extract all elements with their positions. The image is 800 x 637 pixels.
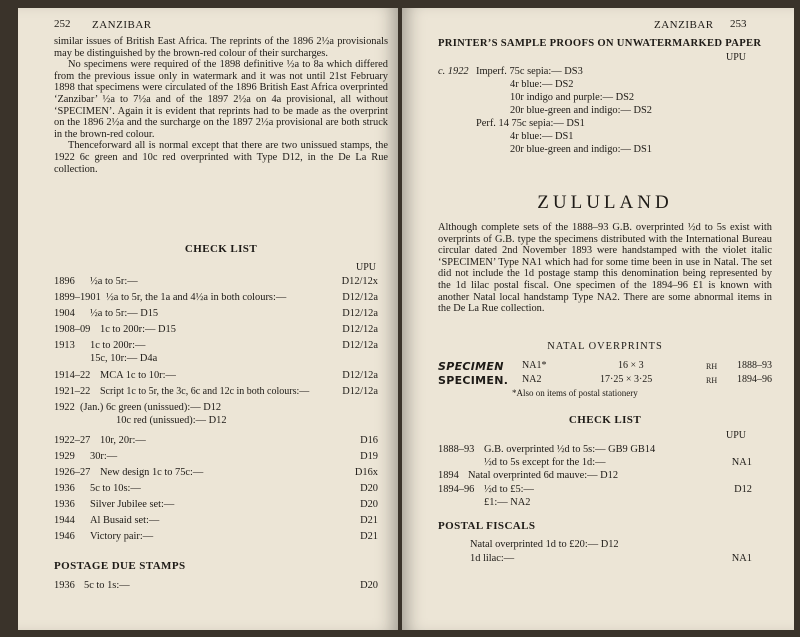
specimen-overprint-sample: SPECIMEN. xyxy=(438,374,509,387)
list-item: 20r blue-green and indigo:— DS1 xyxy=(510,144,652,155)
zululand-text: Although complete sets of the 1888–93 G.B. overprinted ½d to 5s exist with overprints of G.B. type the specimens distributed with the International Bureau circular dated 2nd November 1893 were handstamped with the violet italic ‘SPECIMEN’ Type NA1 which had for some time been in use in Natal. The set did not include the 1d postage stamp this denomination being represented by the 1d lilac postal fiscal. One specimen of the 1894–96 £1 is known with another Natal local handstamp Type NA2. There are some abnormal items in the De La Rue collection. xyxy=(438,222,772,315)
page-number: 253 xyxy=(730,18,747,30)
upu-label: UPU xyxy=(356,262,377,273)
running-head: ZANZIBAR xyxy=(92,19,152,31)
postal-fiscals-title: POSTAL FISCALS xyxy=(438,520,536,532)
paragraph: similar issues of British East Africa. The reprints of the 1896 2½a provisionals may be distinguished by the brown-red colour of their surcharges. xyxy=(54,36,388,59)
paragraph: No specimens were required of the 1898 definitive ½a to 8a which differed from the previous issue only in watermark and it was not until 21st February 1898 that specimens were circulated of the 1896 British East Africa overprinted ‘Zanzibar’ ½a to 7½a and of the 1897 2½a on 4a provisional, all without ‘SPECIMEN’. Again it is evident that reprints had to be made as the overprint on the 1896 2½a and the surcharge on the 1897 2½a provisional are both struck in the brown-red colour. xyxy=(54,59,388,140)
list-item: Perf. 14 75c sepia:— DS1 xyxy=(476,118,585,129)
left-page: 252 ZANZIBAR similar issues of British East Africa. The reprints of the 1896 2½a provisionals may be distinguished by the brown-red colour of their surcharges. No specimens were required of the 1898 definitive ½a to 8a which differed from the previous issue only in watermark and it was not until 21st February 1898 that specimens were circulated of the 1896 British East Africa overprinted ‘Zanzibar’ ½a to 7½a and of the 1897 2½a on 4a provisional, all without ‘SPECIMEN’. Again it is evident that reprints had to be made as the overprint on the 1896 2½a and the surcharge on the 1897 2½a provisional are both struck in the brown-red colour. Thenceforward all is normal except that there are two unissued stamps, the 1922 6c green and 10c red overprinted with Type D12, in the De La Rue collection. CHECK LIST UPU 1896 ½a to 5r:— D12/12x 1899–1901 ½a to 5r, the 1a and 4½a in both colours:— D12/12a 1904 ½a to 5r:— D15 D12/12a 1908–09 1c to 200r:— D15 D12/12a 1913 1c to 200r:— D12/12a 15c, 10r:— D4a 1914–22 MCA 1c to 10r:— D12/12a 1921–22 Script 1c to 5r, the 3c, 6c and 12c in both colours:— D12/12a 1922 (Jan.) 6c green (unissued):— D12 10c red (unissued):— D12 1922–27 10r, 20r:— D16 1929 30r:— D19 1926–27 New design 1c to 75c:— D16x 1936 5c to 10s:— D20 1936 Silver Jubilee set:— D20 1944 Al Busaid set:— D21 1946 Victory pair:— D21 POSTAGE DUE STAMPS 1936 5c to 1s:— D20 xyxy=(18,8,398,630)
right-page: ZANZIBAR 253 PRINTER’S SAMPLE PROOFS ON UNWATERMARKED PAPER UPU c. 1922 Imperf. 75c sepia:— DS3 4r blue:— DS2 10r indigo and purple:— DS2 20r blue-green and indigo:— DS2 Perf. 14 75c sepia:— DS1 4r blue:— DS1 20r blue-green and indigo:— DS1 ZULULAND Although complete sets of the 1888–93 G.B. overprinted ½d to 5s exist with overprints of G.B. type the specimens distributed with the International Bureau circular dated 2nd November 1893 were handstamped with the violet italic ‘SPECIMEN’ Type NA1 which had for some time been in use in Natal. The set did not include the 1d postage stamp this denomination being represented by the 1d lilac postal fiscal. One specimen of the 1894–96 £1 is known with another Natal local handstamp Type NA2. There are some abnormal items in the De La Rue collection. NATAL OVERPRINTS SPECIMEN NA1* 16 × 3 RH 1888–93 SPECIMEN. NA2 17·25 × 3·25 RH 1894–96 *Also on items of postal stationery CHECK LIST UPU 1888–93 G.B. overprinted ½d to 5s:— GB9 GB14 ½d to 5s except for the 1d:— NA1 1894 Natal overprinted 6d mauve:— D12 1894–96 ½d to £5:— D12 £1:— NA2 POSTAL FISCALS Natal overprinted 1d to £20:— D12 1d lilac:— NA1 xyxy=(402,8,794,630)
check-list-title: CHECK LIST xyxy=(568,414,642,426)
upu-label: UPU xyxy=(726,52,747,63)
specimen-overprint-sample: SPECIMEN xyxy=(438,360,504,373)
running-head: ZANZIBAR xyxy=(654,19,714,31)
check-list-title: CHECK LIST xyxy=(184,243,258,255)
list-item: 4r blue:— DS1 xyxy=(510,131,574,142)
section-title: ZULULAND xyxy=(537,192,673,213)
upu-label: UPU xyxy=(726,430,747,441)
paragraph: Thenceforward all is normal except that there are two unissued stamps, the 1922 6c green and 10c red overprinted with Type D12, in the De La Rue collection. xyxy=(54,140,388,175)
footnote: *Also on items of postal stationery xyxy=(512,388,638,398)
proofs-title: PRINTER’S SAMPLE PROOFS ON UNWATERMARKED PAPER xyxy=(438,38,762,49)
natal-overprints-title: NATAL OVERPRINTS xyxy=(547,341,663,352)
postage-due-title: POSTAGE DUE STAMPS xyxy=(54,560,186,572)
list-item: 10r indigo and purple:— DS2 xyxy=(510,92,635,103)
page-number: 252 xyxy=(54,18,71,30)
list-item: 20r blue-green and indigo:— DS2 xyxy=(510,105,652,116)
intro-text xyxy=(54,36,388,175)
list-item: 4r blue:— DS2 xyxy=(510,79,574,90)
